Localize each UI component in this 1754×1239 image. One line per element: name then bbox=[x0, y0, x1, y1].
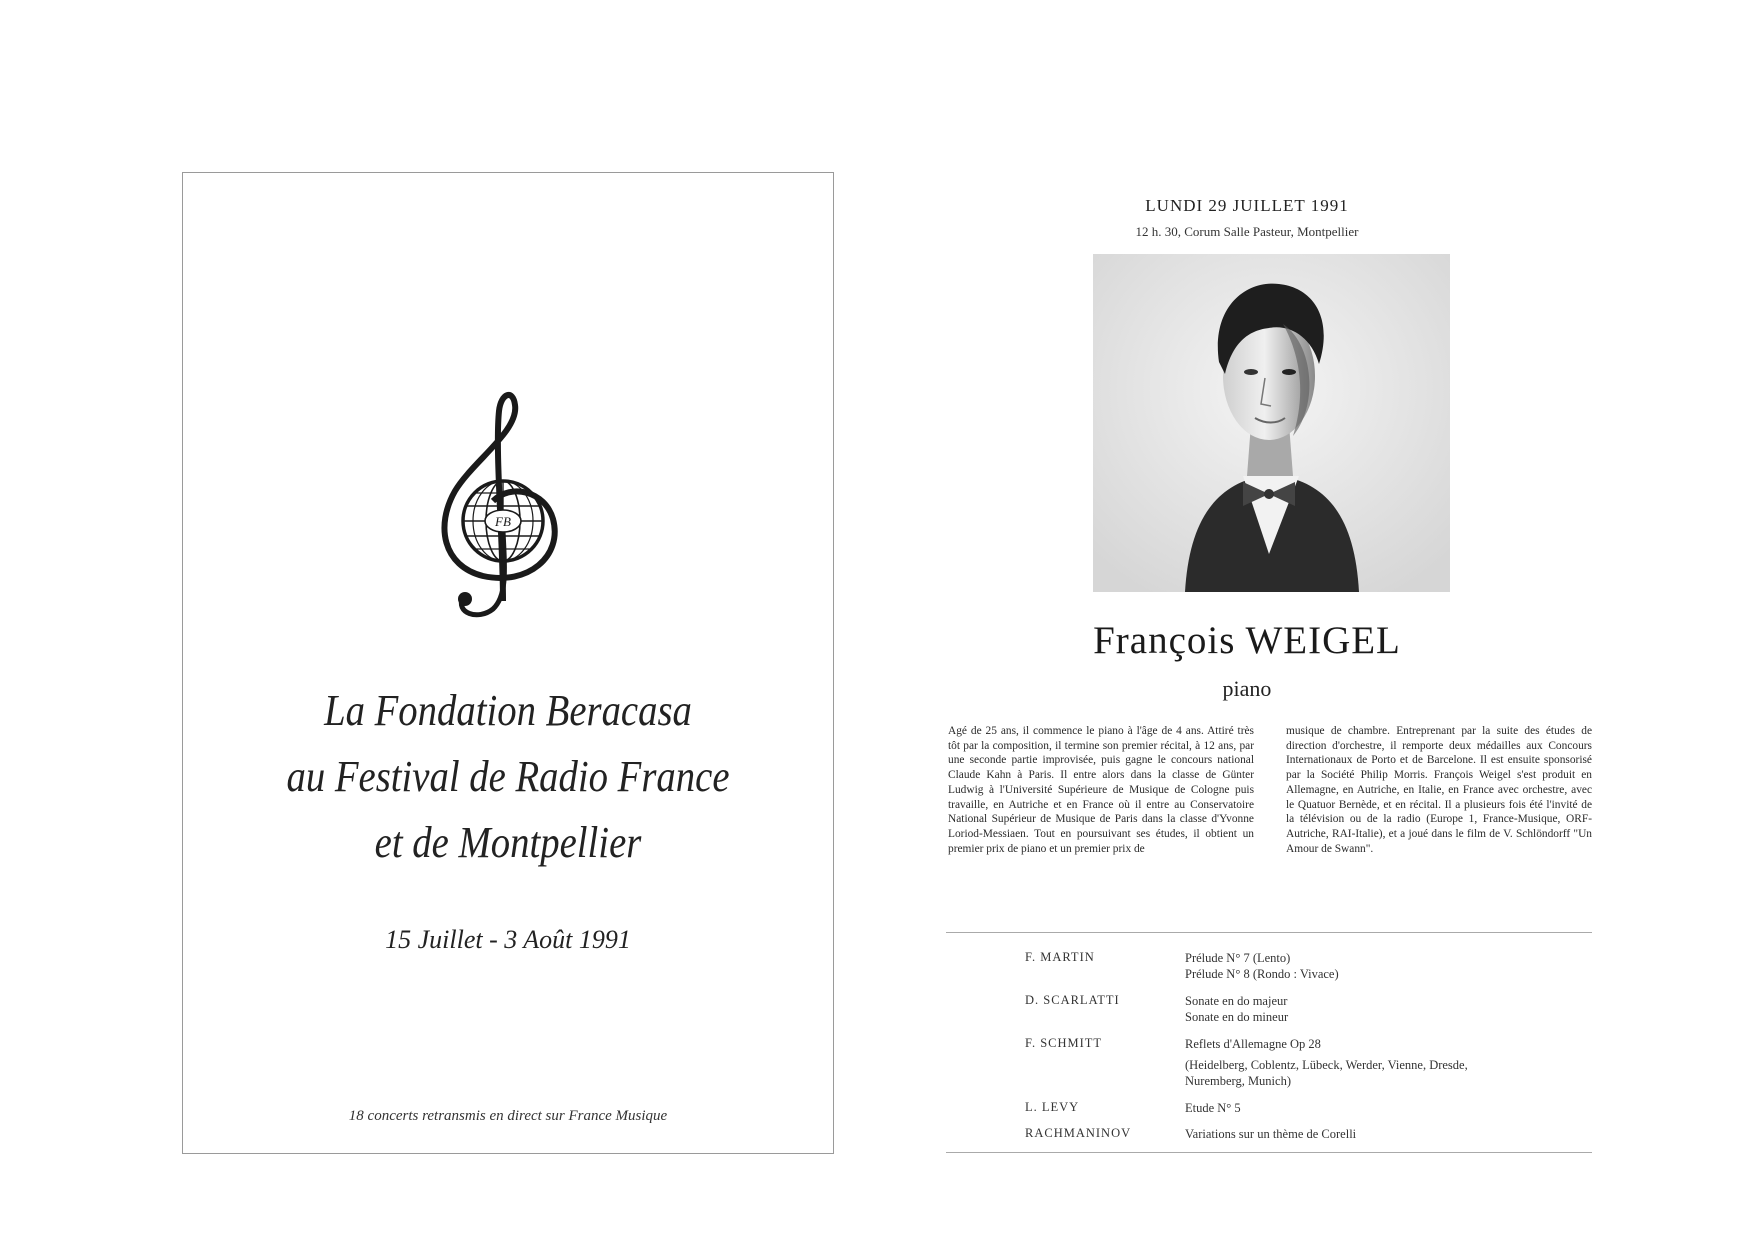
work-title: Nuremberg, Munich) bbox=[1185, 1074, 1291, 1088]
concert-venue: 12 h. 30, Corum Salle Pasteur, Montpellier bbox=[1135, 224, 1359, 239]
work-title: Reflets d'Allemagne Op 28 bbox=[1185, 1037, 1321, 1051]
cover-title-line: La Fondation Beracasa bbox=[324, 686, 692, 735]
cover-title bbox=[222, 678, 794, 876]
biography-column-right: musique de chambre. Entreprenant par la suite des études de direction d'orchestre, il remporte deux médailles aux Concours Internationaux de Porto et de Barcelone. Il est ensuite sponsorisé par la Société Philip Morris. François Weigel s'est produit en Allemagne, en Autriche, en Italie, en France avec orchestre, avec le Quatuor Bernède, et en récital. Il a plusieurs fois été l'invité de la télévision ou de la radio (Europe 1, France-Musique, ORF-Autriche, RAI-Italie), et a joué dans le film de V. Schlöndorff "Un Amour de Swann". bbox=[1286, 725, 1592, 855]
artist-name: François WEIGEL bbox=[1093, 619, 1401, 662]
festival-dates: 15 Juillet - 3 Août 1991 bbox=[385, 925, 631, 954]
cover-title-line: au Festival de Radio France bbox=[286, 752, 730, 801]
composer-name: F. SCHMITT bbox=[1025, 1036, 1103, 1050]
treble-clef-globe-logo bbox=[433, 391, 573, 631]
composer-name: RACHMANINOV bbox=[1025, 1126, 1132, 1140]
artist-portrait-photo bbox=[1093, 254, 1450, 592]
work-title: Prélude N° 8 (Rondo : Vivace) bbox=[1185, 967, 1339, 981]
composer-name: L. LEVY bbox=[1025, 1100, 1080, 1114]
works bbox=[1185, 1100, 1585, 1116]
work-title: Prélude N° 7 (Lento) bbox=[1185, 951, 1291, 965]
work-title: Sonate en do majeur bbox=[1185, 994, 1288, 1008]
cover-page bbox=[182, 172, 834, 1154]
composer-name: F. MARTIN bbox=[1025, 950, 1095, 964]
cover-title-line: et de Montpellier bbox=[374, 818, 642, 867]
biography-column-left: Agé de 25 ans, il commence le piano à l'âge de 4 ans. Attiré très tôt par la composition, il termine son premier récital, à 12 ans, par une seconde partie improvisée, puis gagne le concours national Claude Kahn à Paris. Il entre alors dans la classe de Günter Ludwig à l'Université Supérieure de Musique de Cologne puis travaille, en Autriche et en France où il entre au Conservatoire National Supérieur de Musique de Paris dans la classe d'Yvonne Loriod-Messiaen. Tout en poursuivant ses études, il obtient un premier prix de piano et un premier prix de bbox=[948, 725, 1254, 855]
broadcast-footnote: 18 concerts retransmis en direct sur France Musique bbox=[348, 1108, 668, 1124]
works bbox=[1185, 1036, 1585, 1089]
works bbox=[1185, 950, 1585, 982]
divider-bottom bbox=[946, 1152, 1592, 1153]
works bbox=[1185, 1126, 1585, 1142]
concert-date: LUNDI 29 JUILLET 1991 bbox=[1145, 196, 1349, 215]
composer-name: D. SCARLATTI bbox=[1025, 993, 1120, 1007]
work-title: Etude N° 5 bbox=[1185, 1101, 1241, 1115]
work-title: Variations sur un thème de Corelli bbox=[1185, 1127, 1357, 1141]
work-title: (Heidelberg, Coblentz, Lübeck, Werder, Vienne, Dresde, bbox=[1185, 1058, 1468, 1072]
logo-monogram: FB bbox=[495, 514, 511, 529]
divider-top bbox=[946, 932, 1592, 933]
artist-instrument: piano bbox=[1222, 676, 1272, 701]
works bbox=[1185, 993, 1585, 1025]
work-title: Sonate en do mineur bbox=[1185, 1010, 1289, 1024]
